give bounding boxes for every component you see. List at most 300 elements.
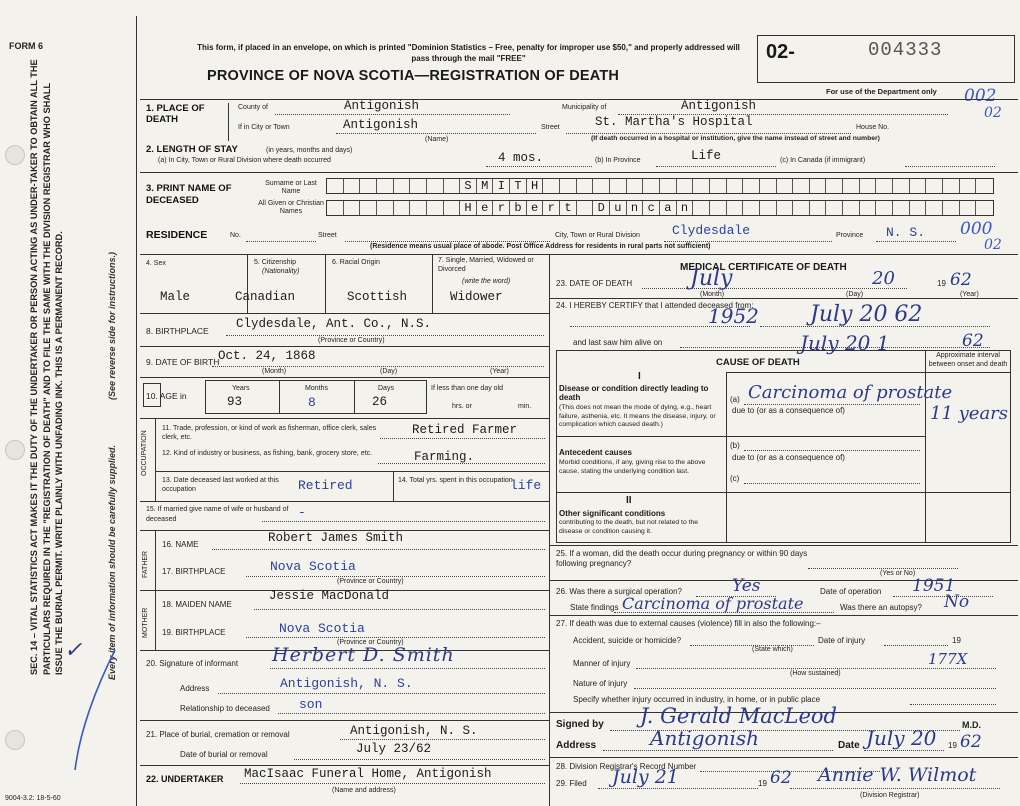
rule xyxy=(140,346,549,347)
physician-date-label: Date xyxy=(838,740,860,751)
days-value: 26 xyxy=(372,395,388,409)
name-letter-cell xyxy=(760,179,777,193)
registration-number: 004333 xyxy=(868,39,943,61)
divider xyxy=(279,380,280,414)
last-worked-label: 13. Date deceased last worked at this occupation xyxy=(162,477,279,493)
name-letter-cell xyxy=(926,201,943,215)
dod-year: 62 xyxy=(950,270,972,290)
marital-label: 7. Single, Married, Widowed or Divorced xyxy=(438,257,534,273)
industry-label: 12. Kind of industry or business, as fishing, bank, grocery store, etc. xyxy=(162,450,373,457)
name-letter-cell xyxy=(410,179,427,193)
divider xyxy=(228,103,229,141)
dod-day: 20 xyxy=(872,268,895,289)
last-seen-year: 62 xyxy=(962,331,984,351)
name-letter-cell xyxy=(860,201,877,215)
surname-label: Surname or Last Name xyxy=(265,180,317,195)
dotted xyxy=(246,576,545,577)
accident-label: Accident, suicide or homicide? xyxy=(573,636,682,645)
relationship-label: Relationship to deceased xyxy=(180,704,270,713)
name-letter-cell: H xyxy=(460,201,477,215)
operation-date-value: 1951 xyxy=(912,576,956,596)
dod-month: July xyxy=(690,266,733,291)
dotted xyxy=(336,133,536,134)
municipality-label: Municipality of xyxy=(562,104,607,111)
name-letter-cell xyxy=(344,179,361,193)
stay-b-value: Life xyxy=(691,149,722,163)
state-which-caption: (State which) xyxy=(752,646,793,653)
antecedent-label: Antecedent causes xyxy=(559,448,632,457)
name-letter-cell xyxy=(360,201,377,215)
name-letter-cell xyxy=(344,201,361,215)
dotted xyxy=(910,704,996,705)
name-letter-cell xyxy=(843,201,860,215)
dotted xyxy=(864,750,944,751)
dotted xyxy=(603,750,833,751)
name-letter-cell: r xyxy=(543,201,560,215)
name-letter-cell xyxy=(610,179,627,193)
margin-check-stroke xyxy=(55,640,145,780)
name-letter-cell: H xyxy=(527,179,544,193)
dotted xyxy=(275,114,510,115)
registrar-caption: (Division Registrar) xyxy=(860,792,920,799)
findings-value: Carcinoma of prostate xyxy=(622,594,804,613)
mother-birthplace-label: 19. BIRTHPLACE xyxy=(162,628,226,637)
dotted xyxy=(278,713,545,714)
name-letter-cell xyxy=(627,179,644,193)
residence-label: RESIDENCE xyxy=(146,229,208,241)
dob-label: 9. DATE OF BIRTH xyxy=(146,357,220,367)
mother-maiden-label: 18. MAIDEN NAME xyxy=(162,600,232,609)
name-letter-cell xyxy=(427,201,444,215)
dob-month-cap: (Month) xyxy=(262,368,287,375)
name-letter-cell xyxy=(577,201,594,215)
informant-signature: Herbert D. Smith xyxy=(272,644,455,666)
dotted xyxy=(664,241,832,242)
external-causes-label: 27. If death was due to external causes (violence) fill in also the following:– xyxy=(556,619,821,628)
dotted xyxy=(808,568,958,569)
name-letter-cell xyxy=(943,201,960,215)
dotted xyxy=(598,788,758,789)
how-sustained-caption: (How sustained) xyxy=(790,670,841,677)
stay-a-label: (a) In City, Town or Rural Division where death occurred xyxy=(158,157,331,164)
undertaker-label: 22. UNDERTAKER xyxy=(146,774,224,784)
name-letter-cell: n xyxy=(677,201,694,215)
attended-from: 1952 xyxy=(708,304,759,328)
dotted xyxy=(212,366,544,367)
father-birthplace-caption: (Province or Country) xyxy=(337,578,404,585)
informant-address-value: Antigonish, N. S. xyxy=(280,676,413,691)
name-letter-cell xyxy=(593,179,610,193)
disease-label: Disease or condition directly leading to death xyxy=(559,384,709,402)
name-letter-cell xyxy=(777,201,794,215)
name-letter-cell xyxy=(643,179,660,193)
father-name-value: Robert James Smith xyxy=(268,531,404,545)
name-letter-cell xyxy=(727,201,744,215)
name-letter-cell xyxy=(394,201,411,215)
citizenship-value: Canadian xyxy=(235,290,296,304)
dod-year-cap: (Year) xyxy=(960,291,979,298)
given-names-grid xyxy=(326,200,994,216)
industry-value: Farming. xyxy=(414,450,475,464)
dept-use-caption: For use of the Department only xyxy=(826,87,937,96)
hrs-label: hrs. or xyxy=(452,403,472,410)
left-border xyxy=(136,16,137,806)
name-letter-cell: M xyxy=(477,179,494,193)
filed-year-prefix: 19 xyxy=(758,779,767,788)
name-letter-cell: e xyxy=(477,201,494,215)
rule xyxy=(556,436,926,437)
dept-code: 02 xyxy=(984,105,1002,121)
dotted xyxy=(884,645,948,646)
pregnancy-label: 25. If a woman, did the death occur during pregnancy or within 90 days following pregnancy? xyxy=(556,549,808,568)
divider xyxy=(155,418,156,501)
county-value: Antigonish xyxy=(344,99,420,113)
trade-label: 11. Trade, profession, or kind of work as fisherman, office clerk, sales clerk, etc. xyxy=(162,425,377,441)
name-letter-cell xyxy=(427,179,444,193)
name-letter-cell xyxy=(677,179,694,193)
name-letter-cell xyxy=(743,179,760,193)
occupation-side-label: OCCUPATION xyxy=(141,430,148,476)
years-value: 93 xyxy=(227,395,243,409)
dotted xyxy=(486,166,592,167)
residence-street-label: Street xyxy=(318,232,337,239)
burial-place-label: 21. Place of burial, cremation or removal xyxy=(146,730,290,739)
antecedent-note: Morbid conditions, if any, giving rise to the above cause, stating the underlying condition last. xyxy=(559,459,706,475)
name-letter-cell: r xyxy=(493,201,510,215)
name-letter-cell xyxy=(960,201,977,215)
name-letter-cell xyxy=(327,179,344,193)
mother-side-label: MOTHER xyxy=(142,607,149,638)
attended-to: July 20 62 xyxy=(810,302,923,327)
residence-city-label: City, Town or Rural Division xyxy=(555,232,640,239)
dotted xyxy=(893,596,993,597)
name-letter-cell xyxy=(826,201,843,215)
dotted xyxy=(905,166,995,167)
manner-label: Manner of injury xyxy=(573,659,631,668)
divider xyxy=(155,530,156,590)
citizenship-label: 5. Citizenship xyxy=(254,259,297,266)
name-letter-cell xyxy=(876,179,893,193)
name-letter-cell xyxy=(444,179,461,193)
dotted xyxy=(744,450,920,451)
name-letter-cell xyxy=(360,179,377,193)
dotted xyxy=(642,288,907,289)
dod-label: 23. DATE OF DEATH xyxy=(556,279,633,288)
registrar-signature: Annie W. Wilmot xyxy=(818,764,977,786)
dotted xyxy=(246,637,545,638)
total-years-label: 14. Total yrs. spent in this occupation xyxy=(398,477,513,484)
rule xyxy=(726,372,1011,373)
divider xyxy=(247,254,248,313)
marital-value: Widower xyxy=(450,290,503,304)
physician-year-prefix: 19 xyxy=(948,741,957,750)
name-letter-cell xyxy=(377,179,394,193)
autopsy-value: No xyxy=(944,592,970,612)
rule xyxy=(155,471,549,472)
cause-a-value: Carcinoma of prostate xyxy=(748,382,953,403)
name-letter-cell xyxy=(743,201,760,215)
dept-code: 000 xyxy=(960,219,993,239)
relationship-value: son xyxy=(299,697,323,712)
name-letter-cell: a xyxy=(660,201,677,215)
name-letter-cell: c xyxy=(643,201,660,215)
name-letter-cell xyxy=(826,179,843,193)
supply-note: Every item of information should be carefully supplied. xyxy=(107,444,117,680)
spouse-label: 15. If married give name of wife or husband of deceased xyxy=(146,506,289,523)
name-letter-cell xyxy=(976,179,993,193)
origin-value: Scottish xyxy=(347,290,408,304)
name-letter-cell: t xyxy=(560,201,577,215)
municipality-value: Antigonish xyxy=(681,99,757,113)
informant-address-label: Address xyxy=(180,684,210,693)
operation-date-label: Date of operation xyxy=(820,587,882,596)
record-number-label: 28. Division Registrar's Record Number xyxy=(556,762,697,771)
mail-notice: This form, if placed in an envelope, on which is printed "Dominion Statistics – Free, penalty for improper use $50," and properly addressed will pass through the mail "FREE" xyxy=(197,43,740,63)
surname-grid xyxy=(326,178,994,194)
operation-label: 26. Was there a surgical operation? xyxy=(556,587,682,596)
operation-value: Yes xyxy=(732,576,761,596)
name-letter-cell: S xyxy=(460,179,477,193)
name-letter-cell xyxy=(793,201,810,215)
name-letter-cell xyxy=(660,179,677,193)
name-letter-cell xyxy=(810,179,827,193)
stay-c-label: (c) In Canada (if immigrant) xyxy=(780,157,866,164)
dotted xyxy=(218,693,545,694)
residence-note: (Residence means usual place of abode. Post Office Address for residents in rural parts not sufficient) xyxy=(370,243,711,250)
nature-label: Nature of injury xyxy=(573,679,628,688)
burial-date-value: July 23/62 xyxy=(356,742,432,756)
residence-province-label: Province xyxy=(836,232,864,239)
name-letter-cell xyxy=(876,201,893,215)
name-letter-cell xyxy=(893,179,910,193)
rule xyxy=(140,501,549,502)
father-side-label: FATHER xyxy=(142,550,149,578)
street-label: Street xyxy=(541,124,560,131)
form-code: 9004-3.2: 18-5-60 xyxy=(5,795,61,802)
father-birthplace-label: 17. BIRTHPLACE xyxy=(162,567,226,576)
stay-a-value: 4 mos. xyxy=(498,151,544,165)
findings-label: State findings xyxy=(570,603,619,612)
name-letter-cell xyxy=(960,179,977,193)
disease-note: (This does not mean the mode of dying, e.g., heart failure, asthenia, etc. It means the disease, injury, or complication which caused death.) xyxy=(559,404,716,428)
stay-b-label: (b) In Province xyxy=(595,157,641,164)
informant-sig-label: 20. Signature of informant xyxy=(146,659,239,668)
name-letter-cell xyxy=(560,179,577,193)
cause-a-label: (a) xyxy=(730,395,740,404)
interval-label: Approximate interval between onset and death xyxy=(928,352,1008,368)
name-letter-cell xyxy=(793,179,810,193)
divider xyxy=(393,471,394,501)
signed-label: Signed by xyxy=(556,719,604,730)
medical-title: MEDICAL CERTIFICATE OF DEATH xyxy=(680,262,847,273)
dotted xyxy=(380,438,545,439)
divider xyxy=(432,254,433,313)
rule xyxy=(140,765,549,766)
punch-hole xyxy=(5,440,25,460)
name-caption: (Name) xyxy=(425,136,449,143)
rule xyxy=(140,172,1018,173)
cause-b-label: (b) xyxy=(730,441,740,450)
dotted xyxy=(345,241,550,242)
given-label: All Given or Christian Names xyxy=(258,200,324,215)
birthplace-value: Clydesdale, Ant. Co., N.S. xyxy=(236,317,432,331)
rule xyxy=(140,720,549,721)
injury-year-prefix: 19 xyxy=(952,636,961,645)
due-to-label: due to (or as a consequence of) xyxy=(732,453,845,462)
dotted xyxy=(270,668,545,669)
form-title: PROVINCE OF NOVA SCOTIA—REGISTRATION OF DEATH xyxy=(207,68,620,84)
instructions-note: (See reverse side for instructions.) xyxy=(107,251,117,400)
last-seen-label: and last saw him alive on xyxy=(573,338,663,347)
rule xyxy=(140,99,1018,100)
name-letter-cell xyxy=(444,201,461,215)
form-number: FORM 6 xyxy=(9,41,44,51)
name-letter-cell: D xyxy=(593,201,610,215)
physician-date: July 20 xyxy=(866,726,937,750)
name-letter-cell xyxy=(410,201,427,215)
divider xyxy=(354,380,355,414)
name-letter-cell: b xyxy=(510,201,527,215)
name-letter-cell xyxy=(577,179,594,193)
name-letter-cell xyxy=(710,201,727,215)
cause-c-label: (c) xyxy=(730,474,740,483)
punch-hole xyxy=(5,730,25,750)
last-worked-value: Retired xyxy=(298,478,353,493)
name-letter-cell xyxy=(693,201,710,215)
rule xyxy=(140,418,549,419)
sex-label: 4. Sex xyxy=(146,260,166,267)
dod-day-cap: (Day) xyxy=(846,291,864,298)
physician-year: 62 xyxy=(960,732,982,752)
dotted xyxy=(226,335,544,336)
name-letter-cell xyxy=(693,179,710,193)
physician-address-label: Address xyxy=(556,740,597,751)
section-i-label: I xyxy=(638,371,641,382)
dotted xyxy=(212,549,545,550)
name-letter-cell: n xyxy=(627,201,644,215)
rule xyxy=(549,757,1018,758)
statute-text: SEC. 14 – VITAL STATISTICS ACT MAKES IT THE DUTY OF THE UNDERTAKER OR PERSON ACTING AS UNDER-TAKER TO OBTAIN ALL THE PARTICULARS REQUIRED IN THE "REGISTRATION OF DEATH" AND TO FILE THE SAME WITH THE DIVISION REGISTRAR WHO SHALL ISSUE THE BURIAL PERMIT. WRITE PLAINLY WITH UNFADING INK. THIS IS A PERMANENT RECORD. xyxy=(29,59,65,675)
days-label: Days xyxy=(378,385,394,392)
filed-label: 29. Filed xyxy=(556,779,587,788)
mother-maiden-value: Jessie MacDonald xyxy=(269,589,390,603)
hospital-note: (If death occurred in a hospital or institution, give the name instead of street and number) xyxy=(591,135,880,142)
name-label: 3. PRINT NAME OF DECEASED xyxy=(146,183,232,206)
undertaker-value: MacIsaac Funeral Home, Antigonish xyxy=(244,767,492,781)
dotted xyxy=(744,404,920,405)
dod-year-prefix: 19 xyxy=(937,279,946,288)
months-value: 8 xyxy=(308,395,316,410)
age-label: 10. AGE in xyxy=(146,391,187,401)
dotted xyxy=(634,688,996,689)
center-divider xyxy=(549,254,550,806)
place-label: 1. PLACE OF DEATH xyxy=(146,103,205,125)
dob-day-cap: (Day) xyxy=(380,368,398,375)
rule xyxy=(556,492,1011,493)
birthplace-label: 8. BIRTHPLACE xyxy=(146,326,209,336)
dotted xyxy=(744,483,920,484)
residence-province-value: N. S. xyxy=(886,225,926,240)
name-letter-cell xyxy=(976,201,993,215)
dotted xyxy=(876,241,956,242)
physician-address: Antigonish xyxy=(650,726,760,750)
name-letter-cell xyxy=(327,201,344,215)
stay-label: 2. LENGTH OF STAY xyxy=(146,144,238,155)
md-label: M.D. xyxy=(962,720,981,730)
punch-hole xyxy=(5,145,25,165)
spouse-value: - xyxy=(298,505,306,520)
registration-number-box xyxy=(757,35,1015,83)
divider xyxy=(925,350,926,543)
city-label: If in City or Town xyxy=(238,124,290,131)
other-conditions-label: Other significant conditions xyxy=(559,509,666,518)
name-letter-cell xyxy=(710,179,727,193)
dod-month-cap: (Month) xyxy=(700,291,725,298)
rule xyxy=(140,313,549,314)
stay-sub: (in years, months and days) xyxy=(266,147,353,154)
dotted xyxy=(262,521,545,522)
years-label: Years xyxy=(232,385,250,392)
undertaker-caption: (Name and address) xyxy=(332,787,396,794)
rule xyxy=(140,254,1018,255)
county-label: County of xyxy=(238,104,268,111)
dob-year-cap: (Year) xyxy=(490,368,509,375)
injury-date-label: Date of injury xyxy=(818,636,866,645)
divider xyxy=(155,590,156,650)
physician-signature: J. Gerald MacLeod xyxy=(640,704,837,728)
street-value: St. Martha's Hospital xyxy=(595,115,753,129)
birthplace-caption: (Province or Country) xyxy=(318,337,385,344)
name-letter-cell xyxy=(910,179,927,193)
residence-no-label: No. xyxy=(230,232,241,239)
mother-birthplace-caption: (Province or Country) xyxy=(337,639,404,646)
less-than-day-label: If less than one day old xyxy=(431,385,503,392)
rule xyxy=(549,615,1018,616)
last-seen-value: July 20 1 xyxy=(800,331,890,355)
total-years-value: life xyxy=(510,478,542,493)
margin-mark: ✓ xyxy=(64,638,83,663)
trade-value: Retired Farmer xyxy=(412,423,518,437)
divider xyxy=(325,254,326,313)
name-letter-cell xyxy=(843,179,860,193)
mother-birthplace-value: Nova Scotia xyxy=(279,621,365,636)
name-letter-cell xyxy=(777,179,794,193)
name-letter-cell: e xyxy=(527,201,544,215)
months-label: Months xyxy=(305,385,328,392)
name-letter-cell xyxy=(760,201,777,215)
dotted xyxy=(294,759,545,760)
dotted xyxy=(566,133,851,134)
autopsy-label: Was there an autopsy? xyxy=(840,603,922,612)
divider xyxy=(726,372,727,543)
citizenship-sub: (Nationality) xyxy=(262,268,300,275)
name-letter-cell: I xyxy=(493,179,510,193)
dotted xyxy=(254,609,545,610)
interval-value: 11 years xyxy=(930,403,1009,424)
dotted xyxy=(790,788,1000,789)
dotted xyxy=(636,668,996,669)
dept-code: 002 xyxy=(964,86,997,106)
name-letter-cell xyxy=(394,179,411,193)
name-letter-cell xyxy=(727,179,744,193)
father-birthplace-value: Nova Scotia xyxy=(270,559,356,574)
dotted xyxy=(340,739,545,740)
manner-value: 177X xyxy=(928,650,968,668)
dotted xyxy=(240,783,545,784)
name-letter-cell xyxy=(377,201,394,215)
name-letter-cell xyxy=(910,201,927,215)
dotted xyxy=(246,241,316,242)
